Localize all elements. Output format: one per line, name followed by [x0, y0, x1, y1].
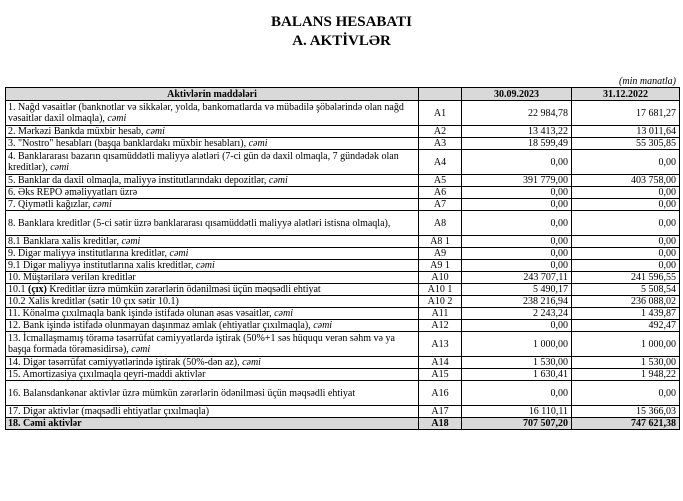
- table-row: [6, 101, 680, 126]
- row-item-name: [6, 199, 419, 211]
- row-value-date2: 13 011,64: [572, 126, 680, 138]
- row-value-date2: 1 948,22: [572, 369, 680, 381]
- row-item-text: 5. Banklar da daxil olmaqla, maliyyə institutlarındakı depozitlər,: [8, 175, 267, 186]
- row-value-date1: 0,00: [462, 187, 572, 199]
- row-value-date2: 0,00: [572, 150, 680, 175]
- row-item-name: [6, 369, 419, 381]
- row-value-date2: 0,00: [572, 199, 680, 211]
- row-value-date2: 17 681,27: [572, 101, 680, 126]
- row-value-date1: 243 707,11: [462, 272, 572, 284]
- row-value-date1: 0,00: [462, 236, 572, 248]
- row-value-date2: 5 508,54: [572, 284, 680, 296]
- row-code: A2: [419, 126, 462, 138]
- row-item-name: [6, 296, 419, 308]
- row-item-suffix: cəmi: [107, 113, 127, 124]
- row-item-name: [6, 406, 419, 418]
- row-item-text: 17. Digər aktivlər (məqsədli ehtiyatlar çıxılmaqla): [8, 406, 210, 417]
- row-item-suffix: cəmi: [195, 260, 215, 271]
- row-item-text: 9. Digər maliyyə institutlarına kreditlər,: [8, 248, 167, 259]
- table-row: [6, 308, 680, 320]
- row-item-name: [6, 101, 419, 126]
- row-item-text: 10.2 Xalis kreditlər (sətir 10 çıx sətir 10.1): [8, 296, 179, 307]
- row-item-name: [6, 260, 419, 272]
- row-item-text: 6. Əks REPO əməliyyatları üzrə: [8, 187, 138, 198]
- row-item-text: 9.1 Digər maliyyə institutlarına xalis kreditlər,: [8, 260, 194, 271]
- row-value-date2: 1 530,00: [572, 357, 680, 369]
- row-item-text: Kreditlər üzrə mümkün zərərlərin ödənilməsi üçün məqsədli ehtiyat: [46, 284, 321, 295]
- table-header-row: [6, 88, 680, 101]
- row-value-date2: 0,00: [572, 381, 680, 406]
- column-header-code: [419, 88, 462, 101]
- row-item-text: 8.1 Banklara xalis kreditlər,: [8, 236, 119, 247]
- row-value-date1: 1 630,41: [462, 369, 572, 381]
- table-row: [6, 369, 680, 381]
- row-item-name: [6, 308, 419, 320]
- row-item-text: 8. Banklara kreditlər (5-ci sətir üzrə banklararası qısamüddətli maliyyə alətləri istisna olmaqla),: [8, 217, 391, 229]
- row-value-date1: 22 984,78: [462, 101, 572, 126]
- table-row: [6, 138, 680, 150]
- row-code: A12: [419, 320, 462, 332]
- row-value-date2: 1 000,00: [572, 332, 680, 357]
- row-code: A7: [419, 199, 462, 211]
- report-subtitle: A. AKTİVLƏR: [292, 33, 391, 49]
- table-row: [6, 284, 680, 296]
- row-value-date2: 1 439,87: [572, 308, 680, 320]
- row-code: A11: [419, 308, 462, 320]
- row-code: A9 1: [419, 260, 462, 272]
- row-value-date1: 0,00: [462, 211, 572, 236]
- row-value-date1: 0,00: [462, 260, 572, 272]
- row-item-text: 2. Mərkəzi Bankda müxbir hesab,: [8, 126, 144, 137]
- row-item-name: [6, 381, 419, 406]
- unit-note: (min manatla): [619, 76, 676, 87]
- row-item-suffix: cəmi: [313, 320, 333, 331]
- row-value-date2: 15 366,03: [572, 406, 680, 418]
- row-item-name: [6, 272, 419, 284]
- row-code: A13: [419, 332, 462, 357]
- row-item-suffix: cəmi: [131, 344, 151, 355]
- row-code: A10: [419, 272, 462, 284]
- table-row: [6, 248, 680, 260]
- row-item-text: 15. Amortizasiya çıxılmaqla qeyri-maddi aktivlər: [8, 369, 206, 380]
- row-value-date1: 0,00: [462, 150, 572, 175]
- table-row: [6, 357, 680, 369]
- row-code: A10 2: [419, 296, 462, 308]
- row-code: A8: [419, 211, 462, 236]
- row-value-date2: 55 305,85: [572, 138, 680, 150]
- row-item-suffix: cəmi: [146, 126, 165, 137]
- table-row: [6, 272, 680, 284]
- row-value-date2: 241 596,55: [572, 272, 680, 284]
- table-row: [6, 332, 680, 357]
- row-item-name: [6, 236, 419, 248]
- table-row: [6, 187, 680, 199]
- row-code: A9: [419, 248, 462, 260]
- table-row: [6, 296, 680, 308]
- row-item-bold: (çıx): [28, 284, 47, 295]
- row-item-suffix: cəmi: [169, 248, 189, 259]
- row-item-text: 16. Balansdankənar aktivlər üzrə mümkün zərərlərin ödənilməsi üçün məqsədli ehtiyat: [8, 387, 356, 399]
- table-row: [6, 211, 680, 236]
- row-code: A17: [419, 406, 462, 418]
- row-code: A4: [419, 150, 462, 175]
- row-value-date2: 0,00: [572, 248, 680, 260]
- row-item-text: 10. Müştərilərə verilən kreditlər: [8, 272, 136, 283]
- row-item-name: [6, 332, 419, 357]
- row-item-text: 7. Qiymətli kağızlar,: [8, 199, 91, 210]
- table-row: [6, 150, 680, 175]
- row-code: A8 1: [419, 236, 462, 248]
- row-value-date2: 403 758,00: [572, 175, 680, 187]
- total-value-date1: 707 507,20: [462, 418, 572, 430]
- table-row: [6, 406, 680, 418]
- row-item-text: 3. "Nostro" hesabları (başqa banklardakı müxbir hesabları),: [8, 138, 247, 149]
- row-item-suffix: cəmi: [274, 308, 293, 319]
- row-value-date2: 492,47: [572, 320, 680, 332]
- row-value-date1: 1 000,00: [462, 332, 572, 357]
- row-item-suffix: cəmi: [50, 162, 70, 173]
- table-row: [6, 199, 680, 211]
- assets-table: [5, 87, 680, 430]
- row-item-name: [6, 187, 419, 199]
- row-item-name: [6, 175, 419, 187]
- row-item-text: 4. Banklararası bazarın qısamüddətli maliyyə alətləri (7-ci gün də daxil olmaqla, 7 gündədək olan kreditlər),: [8, 151, 399, 173]
- row-item-suffix: cəmi: [268, 175, 288, 186]
- row-item-suffix: cəmi: [92, 199, 112, 210]
- row-value-date2: 236 088,02: [572, 296, 680, 308]
- row-item-prefix: 10.1: [8, 284, 28, 295]
- row-item-name: [6, 126, 419, 138]
- row-value-date2: 0,00: [572, 187, 680, 199]
- row-item-suffix: cəmi: [121, 236, 141, 247]
- row-item-text: 14. Digər təsərrüfat cəmiyyətlərində iştirak (50%-dən az),: [8, 357, 240, 368]
- table-row: [6, 126, 680, 138]
- table-row: [6, 175, 680, 187]
- row-item-name: [6, 284, 419, 296]
- row-value-date1: 2 243,24: [462, 308, 572, 320]
- row-item-text: 13. İcmallaşmamış törəmə təsərrüfat cəmiyyətlərdə iştirak (50%+1 səs hüququ verən səhm və ya başqa formada törəməsidirsə),: [8, 333, 395, 355]
- table-row: [6, 320, 680, 332]
- row-value-date1: 0,00: [462, 199, 572, 211]
- row-item-text: 1. Nağd vəsaitlər (banknotlar və sikkələr, yolda, bankomatlarda və mübadilə şöbələrində olan nağd vəsaitlər daxil olmaqla),: [8, 102, 404, 124]
- row-item-text: 11. Könəlmə çıxılmaqla bank işində istifadə olunan əsas vəsaitlər,: [8, 308, 272, 319]
- row-item-name: [6, 150, 419, 175]
- row-value-date1: 0,00: [462, 381, 572, 406]
- row-item-suffix: cəmi: [248, 138, 268, 149]
- row-value-date1: 238 216,94: [462, 296, 572, 308]
- row-value-date1: 391 779,00: [462, 175, 572, 187]
- row-code: A6: [419, 187, 462, 199]
- row-item-name: [6, 138, 419, 150]
- row-value-date2: 0,00: [572, 236, 680, 248]
- row-value-date1: 5 490,17: [462, 284, 572, 296]
- row-item-name: [6, 211, 419, 236]
- total-value-date2: 747 621,38: [572, 418, 680, 430]
- row-item-name: [6, 248, 419, 260]
- row-value-date2: 0,00: [572, 260, 680, 272]
- column-header-date1: 30.09.2023: [462, 88, 572, 101]
- row-item-text: 12. Bank işində istifadə olunmayan daşınmaz əmlak (ehtiyatlar çıxılmaqla),: [8, 320, 311, 331]
- total-code: A18: [419, 418, 462, 430]
- row-value-date2: 0,00: [572, 211, 680, 236]
- table-row: [6, 260, 680, 272]
- table-row: [6, 381, 680, 406]
- row-value-date1: 18 599,49: [462, 138, 572, 150]
- row-code: A10 1: [419, 284, 462, 296]
- table-row: [6, 236, 680, 248]
- row-code: A5: [419, 175, 462, 187]
- report-title: BALANS HESABATI: [270, 14, 412, 30]
- row-value-date1: 13 413,22: [462, 126, 572, 138]
- row-value-date1: 16 110,11: [462, 406, 572, 418]
- column-header-date2: 31.12.2022: [572, 88, 680, 101]
- row-code: A15: [419, 369, 462, 381]
- row-value-date1: 1 530,00: [462, 357, 572, 369]
- row-item-name: [6, 357, 419, 369]
- row-code: A1: [419, 101, 462, 126]
- column-header-item: Aktivlərin maddələri: [6, 88, 419, 101]
- row-code: A16: [419, 381, 462, 406]
- row-code: A14: [419, 357, 462, 369]
- row-code: A3: [419, 138, 462, 150]
- row-item-suffix: cəmi: [242, 357, 261, 368]
- row-value-date1: 0,00: [462, 248, 572, 260]
- total-row: [6, 418, 680, 430]
- total-label: 18. Cəmi aktivlər: [6, 418, 419, 430]
- row-item-name: [6, 320, 419, 332]
- row-value-date1: 0,00: [462, 320, 572, 332]
